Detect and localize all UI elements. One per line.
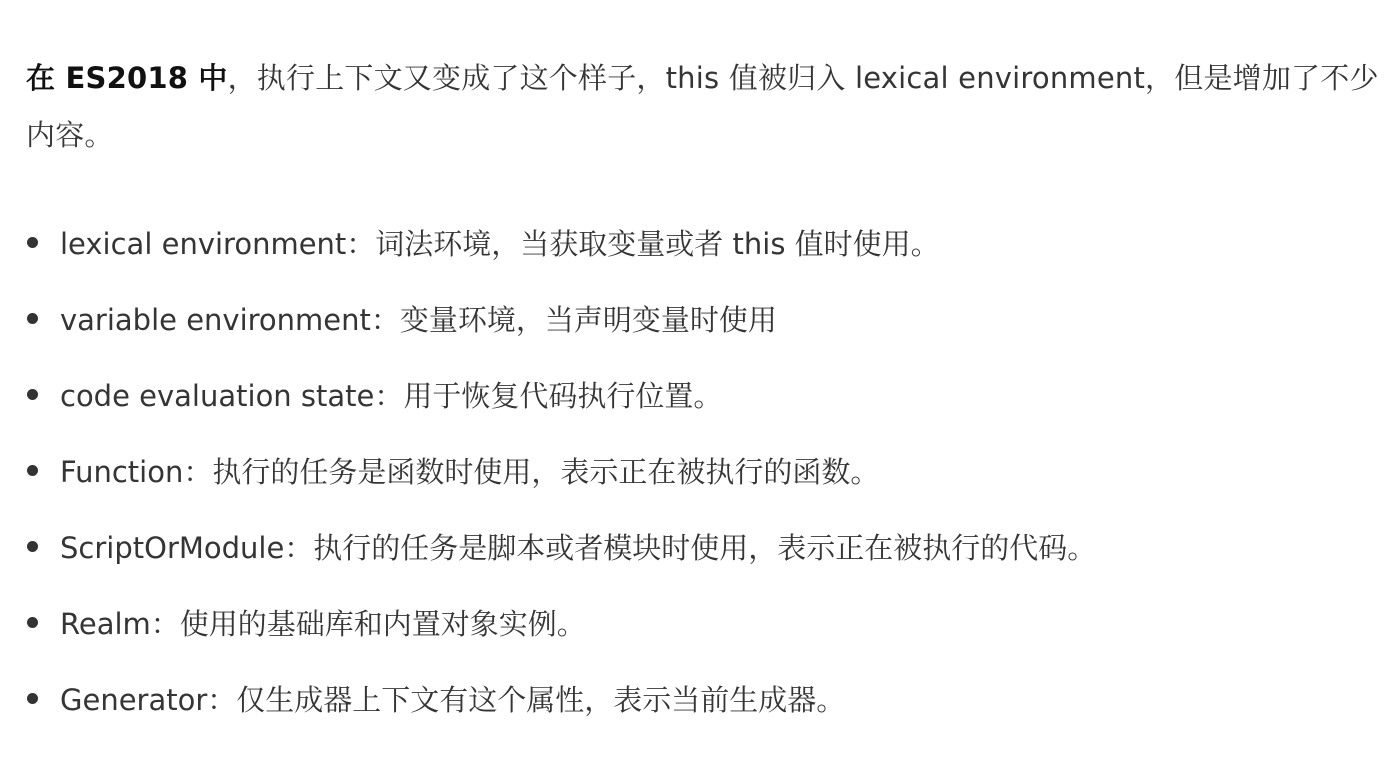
intro-text: ，执行上下文又变成了这个样子，this 值被归入 lexical environment，但是增加了不少内容。: [26, 61, 1379, 152]
intro-lead: 在 ES2018 中: [26, 61, 228, 95]
list-item-text: lexical environment：词法环境，当获取变量或者 this 值时使用。: [60, 227, 940, 261]
bullet-dot-icon: [27, 237, 38, 248]
bullet-dot-icon: [27, 617, 38, 628]
list-item: [26, 358, 1366, 434]
intro-paragraph: [26, 0, 1396, 164]
list-item-text: ScriptOrModule：执行的任务是脚本或者模块时使用，表示正在被执行的代码。: [60, 531, 1097, 565]
bullet-dot-icon: [27, 693, 38, 704]
list-item: [26, 510, 1366, 586]
bullet-dot-icon: [27, 389, 38, 400]
list-item-text: Realm：使用的基础库和内置对象实例。: [60, 607, 586, 641]
list-item-text: Function：执行的任务是函数时使用，表示正在被执行的函数。: [60, 455, 880, 489]
list-item: [26, 586, 1366, 662]
list-item: [26, 662, 1366, 738]
list-item: [26, 206, 1366, 282]
list-item: [26, 434, 1366, 510]
list-item: [26, 282, 1366, 358]
list-item-text: variable environment：变量环境，当声明变量时使用: [60, 303, 777, 337]
list-item-text: Generator：仅生成器上下文有这个属性，表示当前生成器。: [60, 683, 846, 717]
bullet-list: [26, 206, 1366, 738]
bullet-dot-icon: [27, 313, 38, 324]
list-item-text: code evaluation state：用于恢复代码执行位置。: [60, 379, 723, 413]
bullet-dot-icon: [27, 465, 38, 476]
bullet-dot-icon: [27, 541, 38, 552]
